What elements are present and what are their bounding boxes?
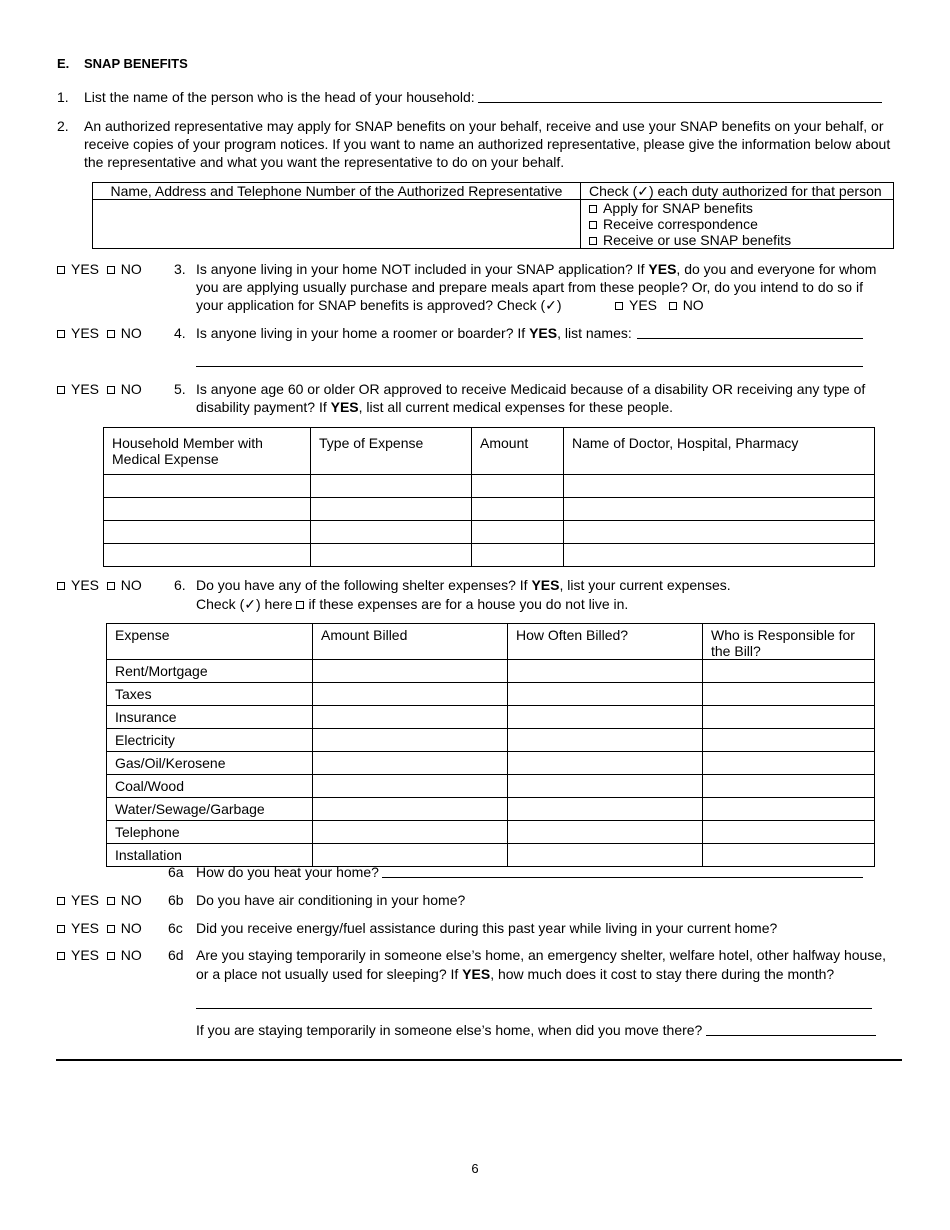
q1-text: List the name of the person who is the head of your household: <box>84 89 475 105</box>
checkbox-icon[interactable] <box>107 897 115 905</box>
table-row <box>107 683 875 706</box>
table-cell[interactable] <box>313 752 508 775</box>
checkbox-icon[interactable] <box>57 266 65 274</box>
table-cell[interactable] <box>508 798 703 821</box>
table-row <box>107 729 875 752</box>
q3-yes-no[interactable]: YES NO <box>57 261 142 277</box>
expense-label: Rent/Mortgage <box>107 660 313 683</box>
checkbox-icon[interactable] <box>589 221 597 229</box>
shelter-col-header: Who is Responsible for the Bill? <box>703 624 875 660</box>
q6c-yes-no[interactable]: YES NO <box>57 920 142 936</box>
duty-item[interactable]: Receive correspondence <box>589 216 893 232</box>
checkbox-icon[interactable] <box>589 237 597 245</box>
table-cell[interactable] <box>703 798 875 821</box>
expense-label: Insurance <box>107 706 313 729</box>
q5-line2: disability payment? If YES, list all current medical expenses for these people. <box>196 399 674 415</box>
table-cell[interactable] <box>508 706 703 729</box>
q6d-line3: If you are staying temporarily in someone else’s home, when did you move there? <box>196 1022 703 1038</box>
table-cell[interactable] <box>703 683 875 706</box>
rep-info-field[interactable] <box>93 200 581 249</box>
q4-number: 4. <box>174 325 186 341</box>
expense-label: Installation <box>107 844 313 867</box>
checkbox-icon[interactable] <box>57 582 65 590</box>
q4-yes-no[interactable]: YES NO <box>57 325 142 341</box>
q3-meals-yes-no[interactable]: YES NO <box>615 297 704 313</box>
shelter-cost-field[interactable] <box>196 994 872 1009</box>
table-cell[interactable] <box>104 498 311 521</box>
q3-number: 3. <box>174 261 186 277</box>
shelter-col-header: How Often Billed? <box>508 624 703 660</box>
page-number: 6 <box>471 1161 479 1176</box>
checkbox-icon[interactable] <box>107 925 115 933</box>
expense-label: Gas/Oil/Kerosene <box>107 752 313 775</box>
table-cell[interactable] <box>311 475 472 498</box>
table-cell[interactable] <box>104 544 311 567</box>
table-cell[interactable] <box>564 544 875 567</box>
checkbox-icon[interactable] <box>669 302 677 310</box>
head-of-household-field[interactable] <box>478 88 882 103</box>
q2-number: 2. <box>57 118 69 134</box>
table-row <box>107 660 875 683</box>
q3-line2: you are applying usually purchase and prepare meals apart from these people? Or, do you intend to do so if <box>196 279 863 295</box>
table-cell[interactable] <box>564 521 875 544</box>
table-cell[interactable] <box>311 498 472 521</box>
section-letter: E. <box>57 56 70 71</box>
checkbox-icon[interactable] <box>57 952 65 960</box>
q6b-text: Do you have air conditioning in your home? <box>196 892 466 908</box>
q6c-text: Did you receive energy/fuel assistance during this past year while living in your current home? <box>196 920 778 936</box>
table-cell[interactable] <box>313 660 508 683</box>
q6b-yes-no[interactable]: YES NO <box>57 892 142 908</box>
q4-text: Is anyone living in your home a roomer or boarder? If YES, list names: <box>196 325 632 341</box>
roomer-names-field[interactable] <box>637 324 863 339</box>
rep-info-header: Name, Address and Telephone Number of the Authorized Representative <box>93 183 581 200</box>
table-cell[interactable] <box>472 498 564 521</box>
table-cell[interactable] <box>508 775 703 798</box>
table-cell[interactable] <box>313 798 508 821</box>
table-row <box>107 775 875 798</box>
table-cell[interactable] <box>703 821 875 844</box>
q6d-yes-no[interactable]: YES NO <box>57 947 142 963</box>
checkbox-icon[interactable] <box>107 952 115 960</box>
table-cell[interactable] <box>703 660 875 683</box>
duty-item[interactable]: Apply for SNAP benefits <box>589 200 893 216</box>
table-row <box>107 821 875 844</box>
table-row <box>104 498 875 521</box>
table-row <box>107 752 875 775</box>
q6-number: 6. <box>174 577 186 593</box>
checkbox-icon[interactable] <box>107 330 115 338</box>
q6d-number: 6d <box>168 947 184 963</box>
checkbox-icon[interactable] <box>107 386 115 394</box>
table-cell[interactable] <box>508 683 703 706</box>
table-cell[interactable] <box>313 821 508 844</box>
medical-expense-table <box>103 427 875 567</box>
table-cell[interactable] <box>313 775 508 798</box>
heat-home-field[interactable] <box>382 863 863 878</box>
q6a-text: How do you heat your home? <box>196 864 379 880</box>
shelter-col-header: Amount Billed <box>313 624 508 660</box>
checkbox-icon[interactable] <box>589 205 597 213</box>
checkbox-icon[interactable] <box>57 925 65 933</box>
q6a-number: 6a <box>168 864 184 880</box>
q6-line1: Do you have any of the following shelter expenses? If YES, list your current expenses. <box>196 577 731 593</box>
table-cell[interactable] <box>703 775 875 798</box>
q1-number: 1. <box>57 89 69 105</box>
q3-line1: Is anyone living in your home NOT included in your SNAP application? If YES, do you and everyone for whom <box>196 261 877 277</box>
table-cell[interactable] <box>472 544 564 567</box>
table-cell[interactable] <box>508 821 703 844</box>
table-cell[interactable] <box>703 729 875 752</box>
expense-label: Taxes <box>107 683 313 706</box>
expense-label: Water/Sewage/Garbage <box>107 798 313 821</box>
medical-col-header: Household Member with Medical Expense <box>104 428 311 475</box>
q6d-line1: Are you staying temporarily in someone else’s home, an emergency shelter, welfare hotel, other halfway house, <box>196 947 886 963</box>
duty-header: Check (✓) each duty authorized for that person <box>581 183 894 200</box>
table-cell[interactable] <box>564 475 875 498</box>
table-row <box>107 798 875 821</box>
table-cell[interactable] <box>104 475 311 498</box>
q2-line3: the representative and what you want the representative to do on your behalf. <box>84 154 565 170</box>
section-title: SNAP BENEFITS <box>84 56 188 71</box>
table-cell[interactable] <box>564 498 875 521</box>
table-cell[interactable] <box>508 752 703 775</box>
table-cell[interactable] <box>313 729 508 752</box>
table-cell[interactable] <box>472 521 564 544</box>
checkbox-icon[interactable] <box>296 601 304 609</box>
table-cell[interactable] <box>508 660 703 683</box>
q6b-number: 6b <box>168 892 184 908</box>
checkbox-icon[interactable] <box>57 386 65 394</box>
q2-line2: receive copies of your program notices. If you want to name an authorized representative, please give the information below about <box>84 136 891 152</box>
table-row <box>104 475 875 498</box>
checkbox-icon[interactable] <box>615 302 623 310</box>
duty-item[interactable]: Receive or use SNAP benefits <box>589 232 893 248</box>
table-cell[interactable] <box>703 706 875 729</box>
table-cell[interactable] <box>313 706 508 729</box>
checkbox-icon[interactable] <box>107 266 115 274</box>
q2-line1: An authorized representative may apply for SNAP benefits on your behalf, receive and use your SNAP benefits on your behalf, or <box>84 118 884 134</box>
table-row <box>104 521 875 544</box>
q3-line3: your application for SNAP benefits is approved? Check (✓) <box>196 297 562 313</box>
q5-yes-no[interactable]: YES NO <box>57 381 142 397</box>
shelter-expense-table <box>106 623 875 867</box>
q5-number: 5. <box>174 381 186 397</box>
table-cell[interactable] <box>311 544 472 567</box>
q6c-number: 6c <box>168 920 183 936</box>
q6-line2: Check (✓) here if these expenses are for a house you do not live in. <box>196 596 629 612</box>
roomer-names-field-2[interactable] <box>196 352 863 367</box>
q6-yes-no[interactable]: YES NO <box>57 577 142 593</box>
table-cell[interactable] <box>472 475 564 498</box>
table-cell[interactable] <box>313 683 508 706</box>
medical-col-header: Amount <box>472 428 564 475</box>
expense-label: Telephone <box>107 821 313 844</box>
table-row <box>107 706 875 729</box>
checkbox-icon[interactable] <box>57 897 65 905</box>
q5-line1: Is anyone age 60 or older OR approved to receive Medicaid because of a disability OR receiving any type of <box>196 381 866 397</box>
duty-list <box>581 200 894 249</box>
shelter-col-header: Expense <box>107 624 313 660</box>
q6d-line2: or a place not usually used for sleeping? If YES, how much does it cost to stay there during the month? <box>196 966 835 982</box>
table-cell[interactable] <box>703 752 875 775</box>
move-date-field[interactable] <box>706 1021 876 1036</box>
authorized-rep-table <box>92 182 894 249</box>
expense-label: Electricity <box>107 729 313 752</box>
table-cell[interactable] <box>311 521 472 544</box>
checkbox-icon[interactable] <box>107 582 115 590</box>
section-divider <box>56 1059 902 1061</box>
checkbox-icon[interactable] <box>57 330 65 338</box>
table-row <box>104 544 875 567</box>
table-cell[interactable] <box>508 729 703 752</box>
table-cell[interactable] <box>104 521 311 544</box>
medical-col-header: Type of Expense <box>311 428 472 475</box>
medical-col-header: Name of Doctor, Hospital, Pharmacy <box>564 428 875 475</box>
expense-label: Coal/Wood <box>107 775 313 798</box>
